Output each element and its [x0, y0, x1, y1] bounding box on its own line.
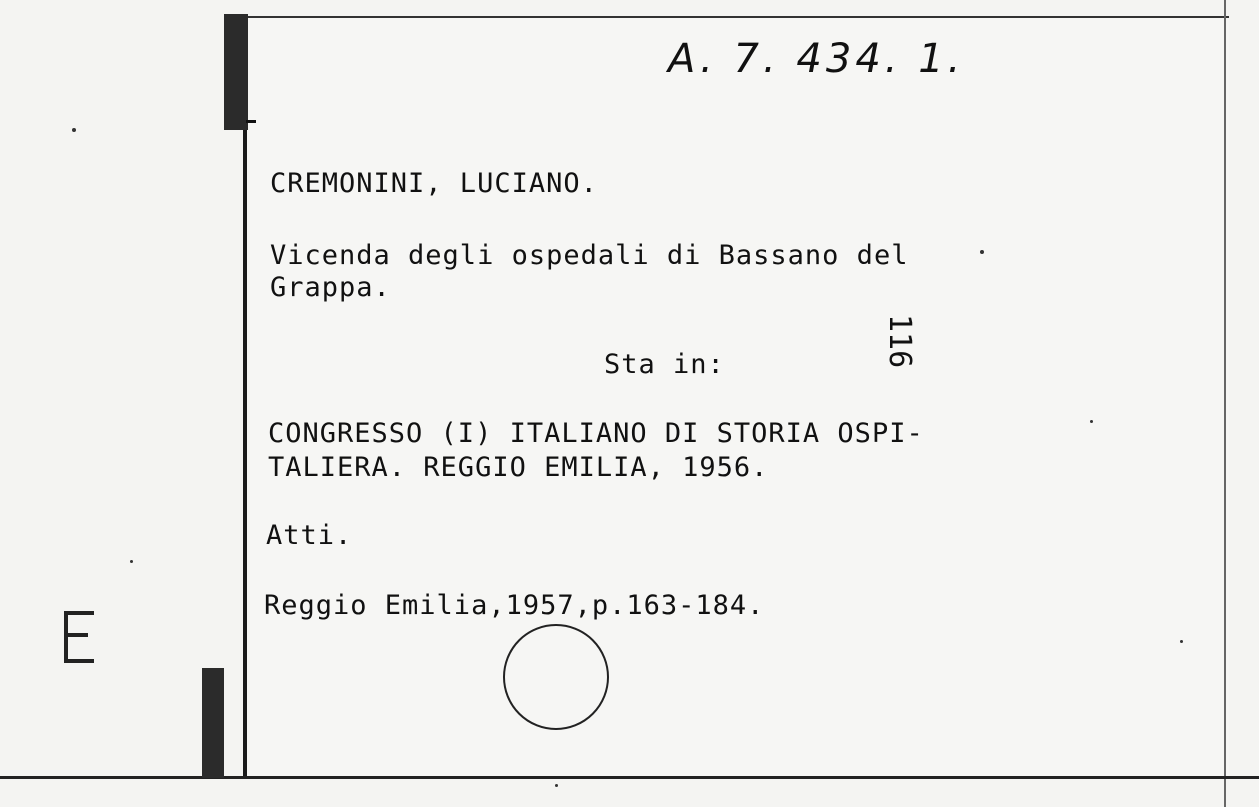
card-tab-notch: [246, 120, 256, 133]
speck: [1180, 640, 1183, 643]
speck: [1090, 420, 1093, 423]
atti-label: Atti.: [266, 520, 353, 551]
speck: [72, 128, 76, 132]
sta-in-label: Sta in:: [604, 349, 725, 380]
card-right-edge: [1224, 0, 1226, 807]
speck: [555, 784, 558, 787]
congress-line-1: CONGRESSO (I) ITALIANO DI STORIA OSPI-: [268, 418, 924, 449]
call-number: A. 7. 434. 1.: [668, 36, 965, 82]
author-heading: CREMONINI, LUCIANO.: [270, 168, 598, 199]
vertical-number: [862, 310, 918, 374]
vertical-number-text: 116: [882, 314, 917, 369]
congress-line-2: TALIERA. REGGIO EMILIA, 1956.: [268, 452, 769, 483]
title-line-2: Grappa.: [270, 272, 391, 303]
margin-mark-icon: [60, 605, 96, 665]
speck: [980, 250, 984, 254]
card-bottom-edge: [0, 776, 1259, 779]
card-tab-top: [224, 14, 248, 130]
card-tab-bottom: [202, 668, 224, 778]
catalog-card: [243, 16, 1229, 778]
imprint-line: Reggio Emilia,1957,p.163-184.: [264, 590, 765, 621]
punch-hole-circle: [503, 624, 609, 730]
title-line-1: Vicenda degli ospedali di Bassano del: [270, 240, 909, 271]
speck: [130, 560, 133, 563]
